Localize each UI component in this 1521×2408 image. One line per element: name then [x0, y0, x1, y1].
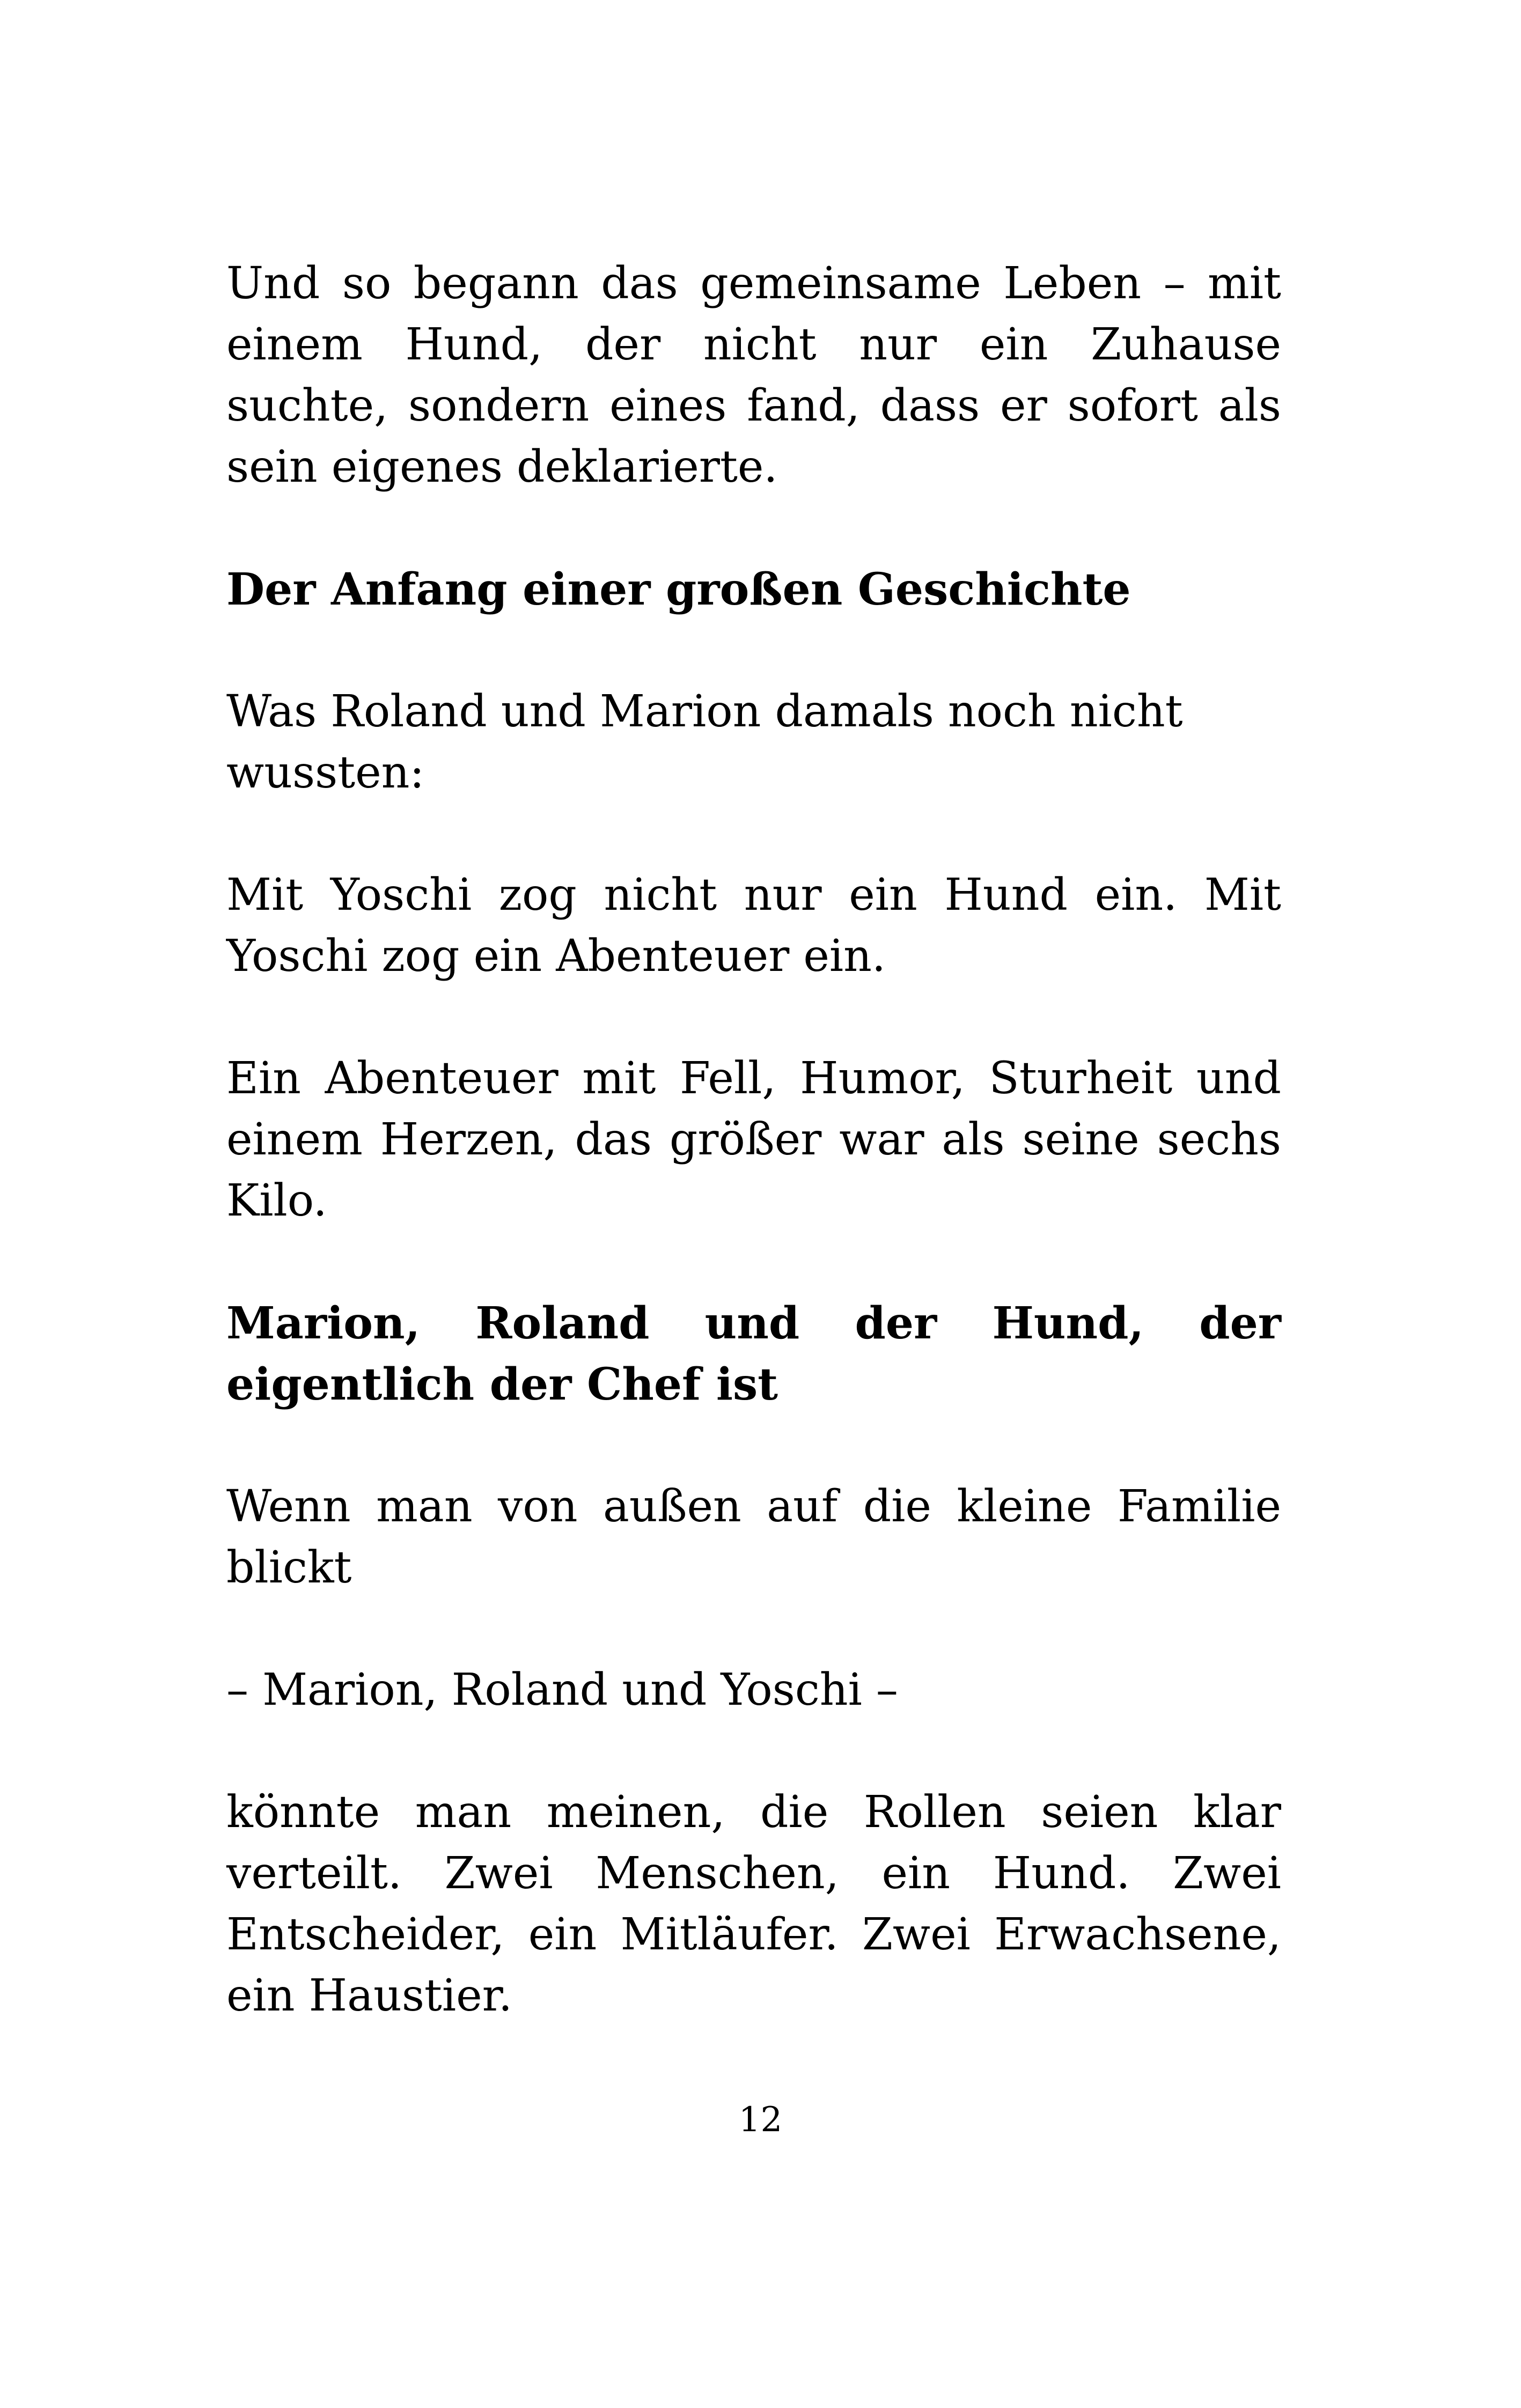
paragraph-abenteuer: Ein Abenteuer mit Fell, Humor, Sturheit und einem Herzen, das größer war als seine sechs Kilo.	[226, 1053, 1281, 1226]
paragraph-mit-yoschi: Mit Yoschi zog nicht nur ein Hund ein. Mit Yoschi zog ein Abenteuer ein.	[226, 870, 1281, 982]
section-heading-anfang: Der Anfang einer großen Geschichte	[226, 564, 1131, 615]
paragraph-von-aussen: Wenn man von außen auf die kleine Familie blickt	[226, 1481, 1281, 1593]
paragraph-was-roland: Was Roland und Marion damals noch nicht wussten:	[226, 686, 1183, 798]
paragraph-intro: Und so begann das gemeinsame Leben – mit einem Hund, der nicht nur ein Zuhause suchte, sondern eines fand, dass er sofort als sein eigenes deklarierte.	[226, 258, 1281, 492]
paragraph-names: – Marion, Roland und Yoschi –	[226, 1665, 898, 1715]
page-number: 12	[738, 2100, 783, 2140]
section-heading-chef: Marion, Roland und der Hund, der eigentlich der Chef ist	[226, 1298, 1281, 1410]
book-page	[226, 253, 1281, 2027]
paragraph-rollen: könnte man meinen, die Rollen seien klar verteilt. Zwei Menschen, ein Hund. Zwei Entscheider, ein Mitläufer. Zwei Erwachsene, ein Haustier.	[226, 1787, 1281, 2021]
